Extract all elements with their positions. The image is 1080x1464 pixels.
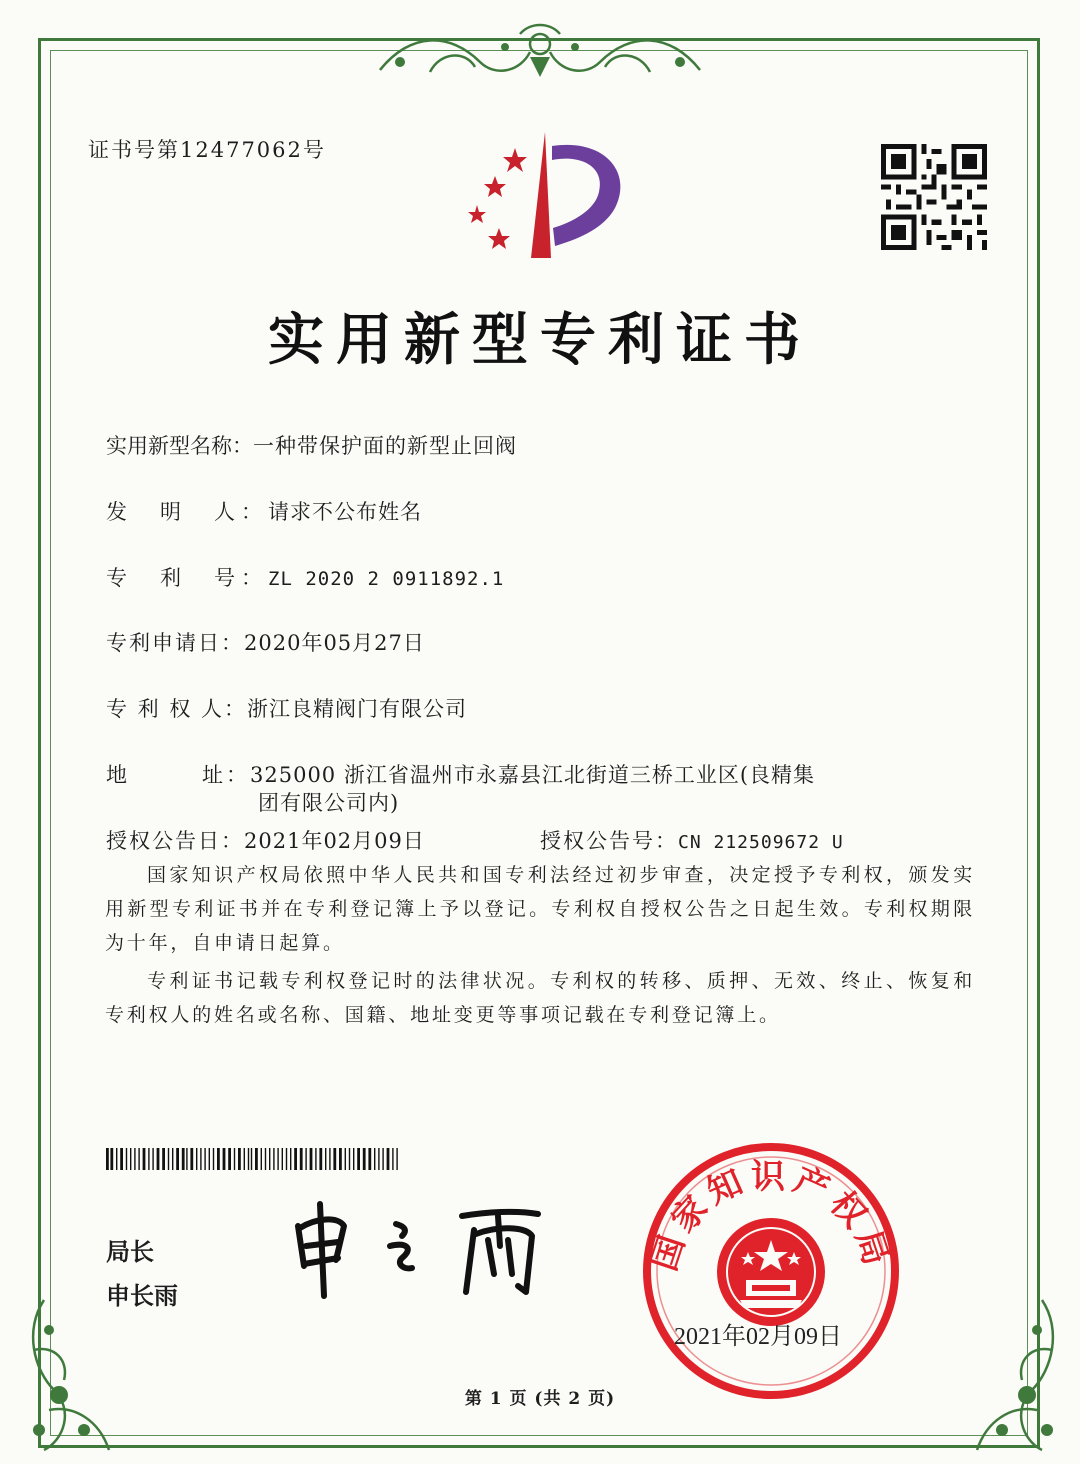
bottom-left-ornament xyxy=(14,1290,124,1460)
field-grant-date xyxy=(106,825,425,855)
field-patent-number xyxy=(106,562,504,592)
value-patent-number: ZL 2020 2 0911892.1 xyxy=(268,568,505,590)
label-application-date: 专利申请日： xyxy=(106,631,244,655)
national-emblem-icon xyxy=(717,1218,825,1326)
label-grant-date: 授权公告日： xyxy=(106,829,244,853)
bottom-right-ornament xyxy=(962,1290,1072,1460)
field-inventor xyxy=(106,496,422,526)
signatory-title: 局长 xyxy=(106,1238,154,1266)
certificate-title: 实用新型专利证书 xyxy=(268,308,812,373)
value-address-line1: 325000 浙江省温州市永嘉县江北街道三桥工业区(良精集 xyxy=(250,763,816,787)
barcode-icon xyxy=(106,1148,398,1170)
value-grant-number: CN 212509672 U xyxy=(678,832,844,853)
field-address-continued xyxy=(258,787,399,817)
handwritten-signature xyxy=(286,1196,556,1306)
seal-date: 2021年02月09日 xyxy=(674,1324,842,1350)
field-grant-number xyxy=(540,825,844,855)
value-patentee: 浙江良精阀门有限公司 xyxy=(247,697,468,721)
certificate-number: 证书号第12477062号 xyxy=(88,138,326,162)
statement-paragraph-1: 国家知识产权局依照中华人民共和国专利法经过初步审查，决定授予专利权，颁发实用新型专利证书并在专利登记簿上予以登记。专利权自授权公告之日起生效。专利权期限为十年，自申请日起算。 xyxy=(105,864,975,954)
top-ornament xyxy=(370,22,710,92)
value-address-line2: 团有限公司内) xyxy=(258,791,400,815)
seal-text: 国家知识产权局 xyxy=(644,1157,898,1276)
value-grant-date: 2021年02月09日 xyxy=(244,829,425,853)
field-address xyxy=(106,759,815,789)
statement-paragraph-2: 专利证书记载专利权登记时的法律状况。专利权的转移、质押、无效、终止、恢复和专利权人的姓名或名称、国籍、地址变更等事项记载在专利登记簿上。 xyxy=(105,970,975,1026)
value-utility-model-name: 一种带保护面的新型止回阀 xyxy=(253,434,517,458)
field-patentee xyxy=(106,693,467,723)
field-application-date xyxy=(106,627,425,657)
label-utility-model-name: 实用新型名称： xyxy=(106,434,253,458)
official-seal xyxy=(640,1140,902,1402)
value-application-date: 2020年05月27日 xyxy=(244,631,425,655)
label-patent-number: 专 利 号： xyxy=(106,566,268,590)
signatory-name: 申长雨 xyxy=(106,1282,178,1310)
qr-code-icon xyxy=(878,144,990,250)
field-utility-model-name xyxy=(106,430,517,460)
label-address: 地 址： xyxy=(106,763,250,787)
label-inventor: 发 明 人： xyxy=(106,500,268,524)
cnipa-logo-icon xyxy=(455,128,635,263)
label-grant-number: 授权公告号： xyxy=(540,829,678,853)
value-inventor: 请求不公布姓名 xyxy=(268,500,422,524)
label-patentee: 专 利 权 人： xyxy=(106,697,248,721)
page-number: 第 1 页 (共 2 页) xyxy=(464,1389,616,1409)
